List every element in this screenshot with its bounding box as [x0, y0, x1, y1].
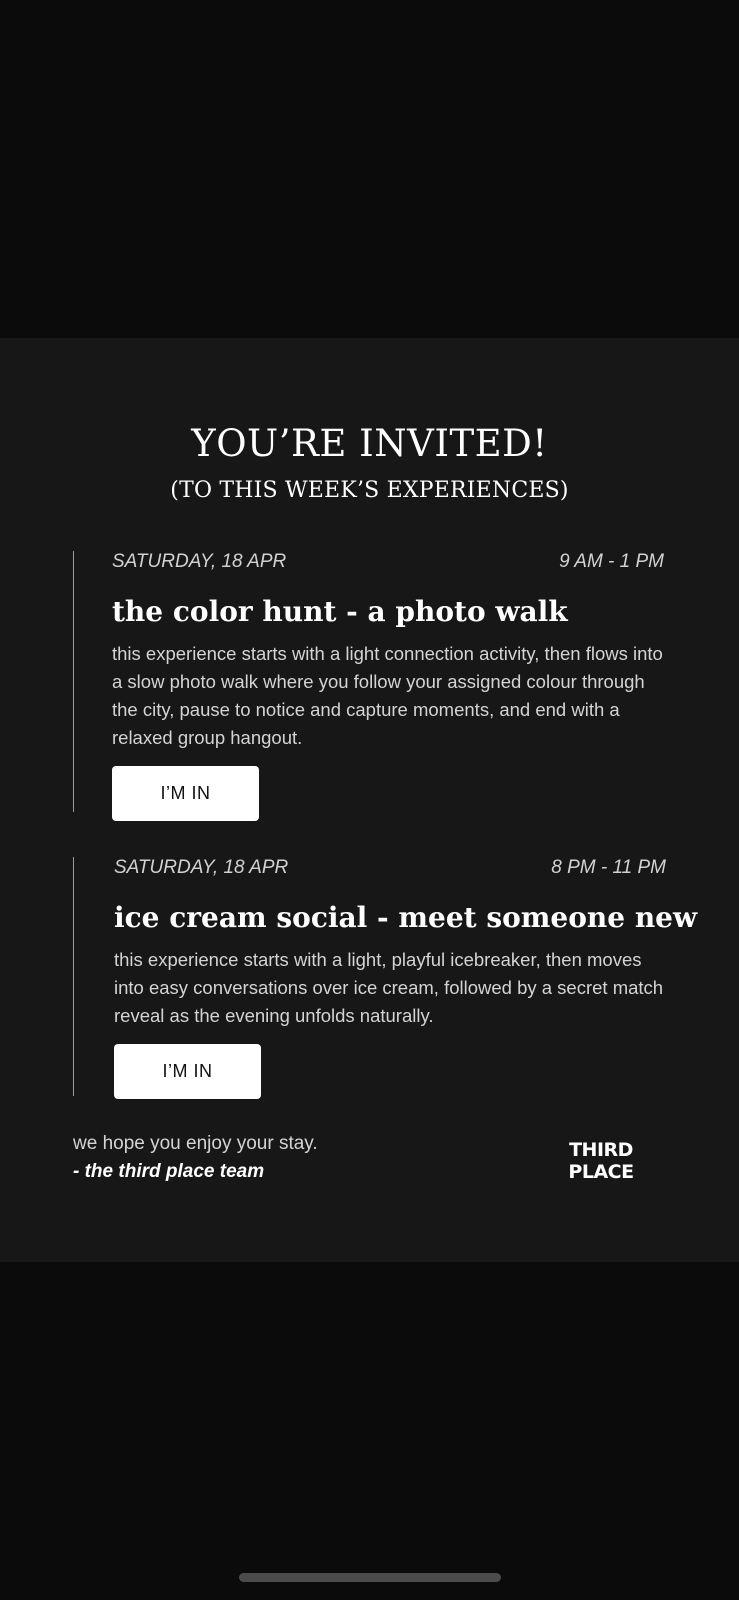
logo-line-2: PLACE: [568, 1161, 634, 1183]
event-card: [73, 857, 698, 1096]
event-divider-line: [73, 551, 74, 812]
event-description: this experience starts with a light connection activity, then flows into a slow photo walk where you follow your assigned colour through the city, pause to notice and capture moments, and end with a relaxed group hangout.: [112, 643, 663, 748]
home-indicator[interactable]: [239, 1573, 501, 1582]
event-title: ice cream social - meet someone new: [114, 901, 698, 934]
im-in-button[interactable]: I’M IN: [112, 766, 259, 821]
invite-subtitle: (TO THIS WEEK’S EXPERIENCES): [170, 478, 569, 503]
event-card: [73, 551, 673, 812]
third-place-logo: [556, 1134, 646, 1184]
im-in-button[interactable]: I’M IN: [114, 1044, 261, 1099]
event-time: 9 AM - 1 PM: [559, 551, 664, 572]
invite-title: YOU’RE INVITED!: [191, 422, 548, 465]
event-description: this experience starts with a light, playful icebreaker, then moves into easy conversations over ice cream, followed by a secret match reveal as the evening unfolds naturally.: [114, 949, 664, 1026]
invitation-card: [0, 338, 739, 1262]
logo-line-1: THIRD: [569, 1139, 633, 1161]
event-date: SATURDAY, 18 APR: [114, 857, 289, 878]
event-date: SATURDAY, 18 APR: [112, 551, 287, 572]
event-divider-line: [73, 857, 74, 1096]
footer-signature: - the third place team: [73, 1161, 265, 1182]
event-time: 8 PM - 11 PM: [551, 857, 666, 878]
footer-message: we hope you enjoy your stay.: [73, 1133, 318, 1154]
event-title: the color hunt - a photo walk: [112, 595, 568, 628]
